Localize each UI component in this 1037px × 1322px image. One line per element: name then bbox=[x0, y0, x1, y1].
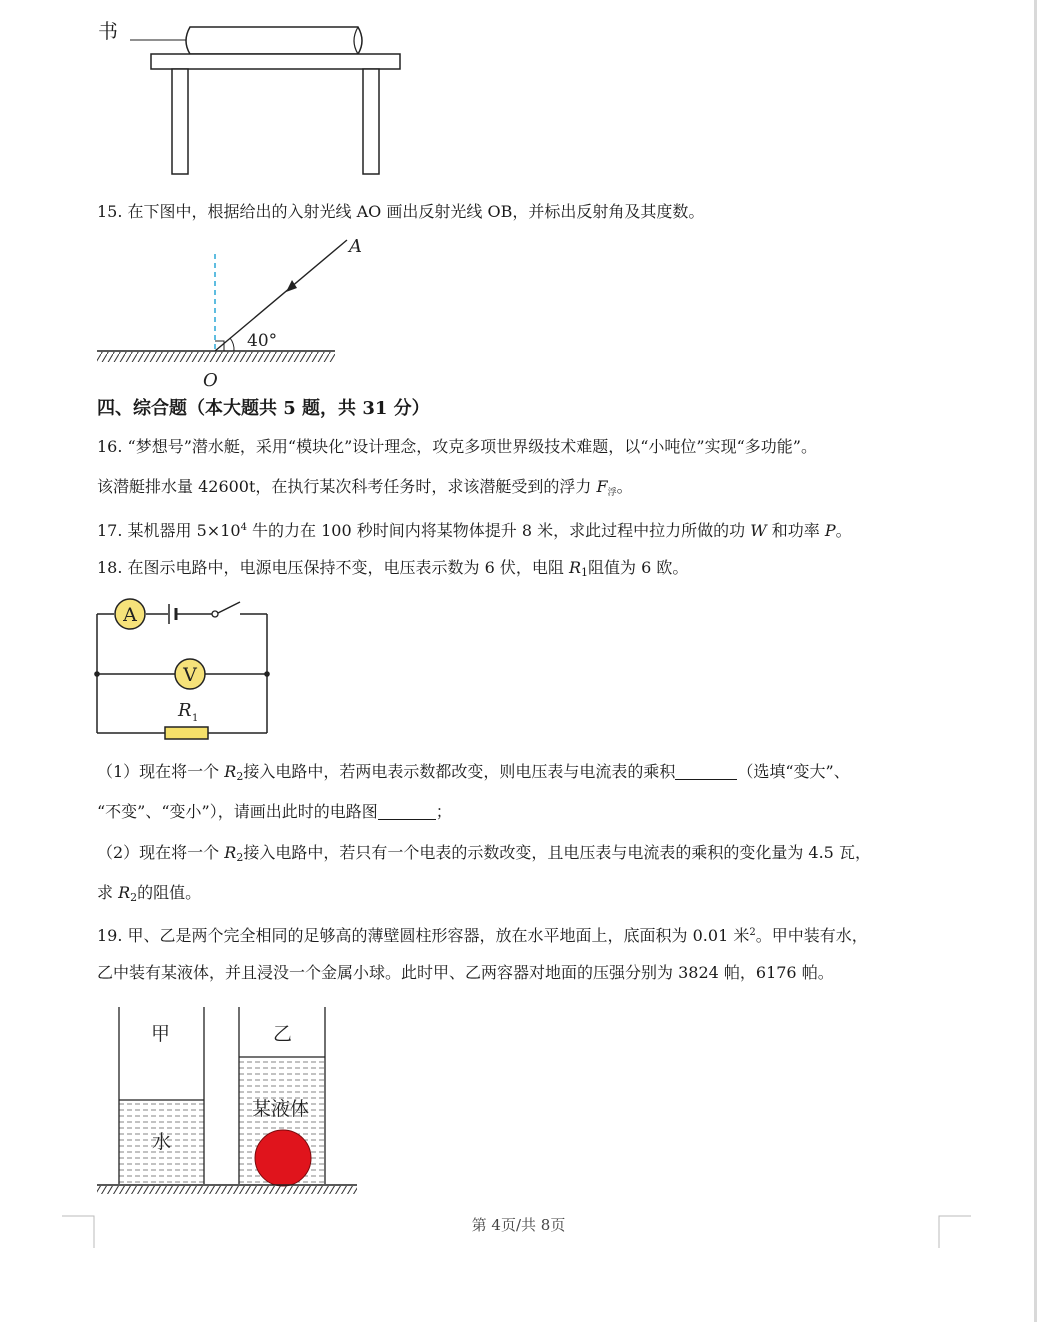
incident-ray-AO bbox=[215, 240, 347, 351]
force-subscript: 浮 bbox=[607, 488, 617, 498]
mirror-hatching bbox=[97, 352, 335, 362]
switch-pivot bbox=[212, 611, 218, 617]
angle-arc bbox=[230, 338, 234, 351]
voltmeter-label: V bbox=[183, 664, 197, 686]
label-water: 水 bbox=[152, 1131, 172, 1153]
section-4-heading: 四、综合题（本大题共 5 题，共 31 分） bbox=[97, 398, 430, 419]
label-A: A bbox=[349, 236, 362, 257]
q18-text: 18. 在图示电路中，电源电压保持不变，电压表示数为 6 伏，电阻 $R_1$阻值为 6 欧。 bbox=[97, 558, 689, 579]
q18-part1-line1: （1）现在将一个 $R_2$接入电路中，若两电表示数都改变，则电压表与电流表的乘积 （选填“变大”、 bbox=[97, 762, 850, 783]
junction-left bbox=[94, 671, 100, 677]
q16-line1: 16. “梦想号”潜水艇，采用“模块化”设计理念，攻克多项世界级技术难题，以“小吨位”实现“多功能”。 bbox=[97, 437, 817, 456]
ground-hatching bbox=[97, 1186, 357, 1194]
book-roll bbox=[186, 27, 362, 54]
label-yi: 乙 bbox=[273, 1023, 293, 1045]
q17-text: 17. 某机器用 $5\times 10^4$ 牛的力在 100 秒时间内将某物体提升 8 米，求此过程中拉力所做的功 W 和功率 P。 bbox=[97, 521, 852, 540]
q19-line2: 乙中装有某液体，并且浸没一个金属小球。此时甲、乙两容器对地面的压强分别为 3824 帕，6176 帕。 bbox=[97, 963, 834, 982]
table-top bbox=[151, 54, 400, 69]
resistor-label: R bbox=[178, 700, 192, 721]
force-symbol: F bbox=[596, 477, 608, 496]
answer-blank-1[interactable] bbox=[675, 763, 737, 780]
resistor-subscript: 1 bbox=[192, 713, 199, 724]
angle-label: 40° bbox=[247, 331, 278, 351]
metal-ball bbox=[255, 1130, 311, 1186]
circuit-figure bbox=[90, 594, 275, 744]
answer-blank-2[interactable] bbox=[378, 803, 436, 820]
reflection-figure bbox=[95, 234, 362, 394]
table-leg-left bbox=[172, 69, 188, 174]
book-label: 书 bbox=[98, 19, 118, 43]
label-O: O bbox=[203, 370, 218, 391]
resistor-R1 bbox=[165, 727, 208, 739]
label-jia: 甲 bbox=[151, 1023, 171, 1045]
q18-part2-line2: 求 $R_2$的阻值。 bbox=[97, 883, 202, 904]
ammeter-label: A bbox=[123, 604, 137, 626]
junction-right bbox=[264, 671, 270, 677]
page-footer: 第 4页/共 8页 bbox=[471, 1216, 566, 1234]
q19-line1: 19. 甲、乙是两个完全相同的足够高的薄壁圆柱形容器，放在水平地面上，底面积为 0.01 米$^2$。甲中装有水， bbox=[97, 926, 868, 945]
q18-part2-line1: （2）现在将一个 $R_2$接入电路中，若只有一个电表的示数改变，且电压表与电流表的乘积的变化量为 4.5 瓦， bbox=[97, 843, 871, 864]
table-leg-right bbox=[363, 69, 379, 174]
ray-arrow-icon bbox=[286, 280, 297, 292]
q15-text: 15. 在下图中，根据给出的入射光线 AO 画出反射光线 OB，并标出反射角及其度数。 bbox=[97, 202, 705, 221]
q18-part1-line2: “不变”、“变小”），请画出此时的电路图 ； bbox=[97, 802, 452, 821]
switch-blade bbox=[218, 602, 240, 613]
q16-line2: 该潜艇排水量 42600t，在执行某次科考任务时，求该潜艇受到的浮力 $F_浮$。 bbox=[97, 477, 633, 498]
table-book-figure bbox=[90, 10, 420, 182]
containers-figure bbox=[95, 1005, 360, 1200]
label-liquid: 某液体 bbox=[252, 1098, 310, 1120]
